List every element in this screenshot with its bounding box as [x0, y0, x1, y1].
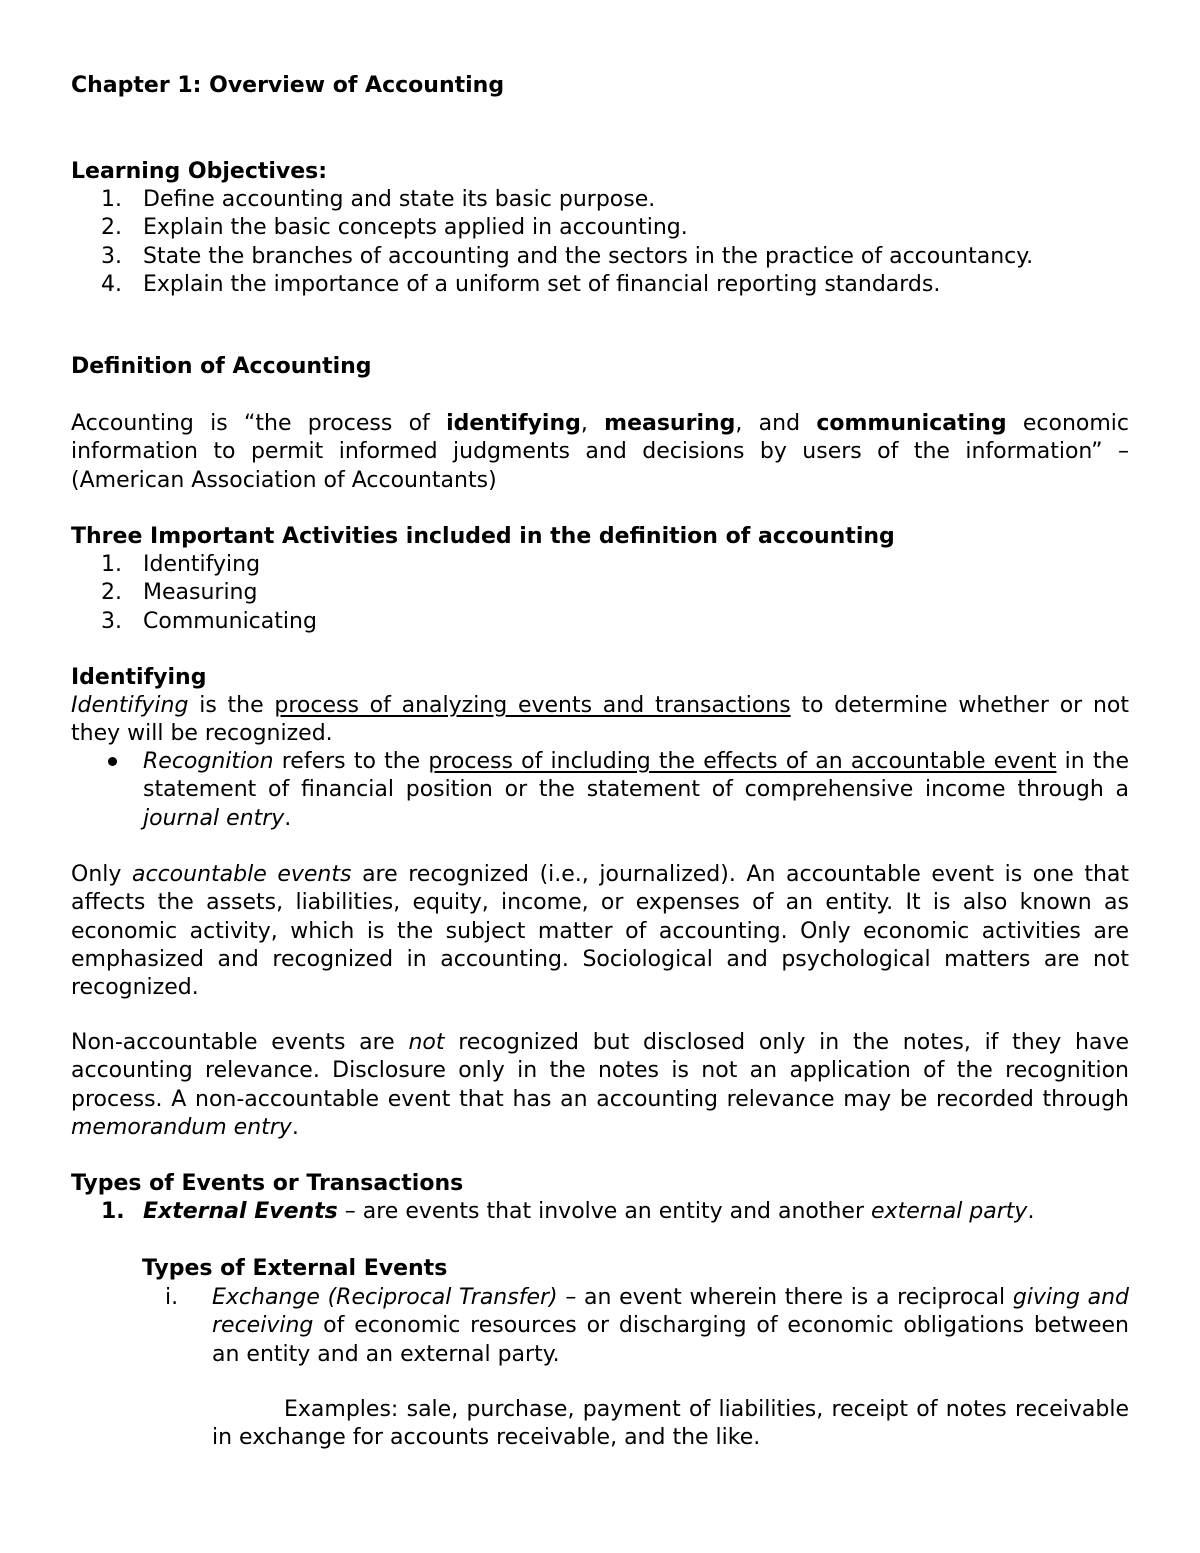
external-types-heading: Types of External Events — [142, 1256, 448, 1281]
list-item: 1. Define accounting and state its basic purpose. — [101, 187, 656, 212]
exchange-paragraph: Exchange (Reciprocal Transfer) – an event wherein there is a reciprocal giving and receiving of economic resources or discharging of economic obligations between an entity and an external party. — [212, 1285, 1130, 1367]
learning-objectives-list — [71, 186, 1129, 299]
roman-numeral: i. — [165, 1285, 179, 1310]
chapter-title: Chapter 1: Overview of Accounting — [71, 73, 505, 98]
identifying-heading: Identifying — [71, 665, 207, 690]
external-events-item: 1. External Events – are events that involve an entity and another external party. — [101, 1199, 1035, 1224]
list-item: 2. Explain the basic concepts applied in accounting. — [101, 215, 688, 241]
definition-paragraph: Accounting is “the process of identifying, measuring, and communicating economic information to permit informed judgments and decisions by users of the information” – (American Association of Accountants) — [71, 411, 1129, 493]
list-item: 3. State the branches of accounting and the sectors in the practice of accountancy. — [101, 243, 1034, 269]
list-item: 3. Communicating — [101, 608, 317, 634]
learning-objectives-heading: Learning Objectives: — [71, 159, 328, 184]
identifying-paragraph: Identifying is the process of analyzing events and transactions to determine whether or not they will be recognized. — [71, 693, 1129, 747]
definition-heading: Definition of Accounting — [71, 354, 372, 379]
types-heading: Types of Events or Transactions — [71, 1171, 464, 1196]
bullet-icon — [108, 757, 117, 766]
list-item: 2. Measuring — [101, 580, 258, 606]
activities-list — [71, 551, 1129, 636]
list-item: 1. Identifying — [101, 552, 261, 577]
recognition-bullet: Recognition refers to the process of including the effects of an accountable event in the statement of financial position or the statement of comprehensive income through a journal entry. — [143, 749, 1130, 831]
non-accountable-paragraph: Non-accountable events are not recognized but disclosed only in the notes, if they have accounting relevance. Disclosure only in the notes is not an application of the recognition process. A non-accountable event that has an accounting relevance may be recorded through memorandum entry. — [71, 1030, 1130, 1140]
examples-paragraph: Examples: sale, purchase, payment of liabilities, receipt of notes receivable in exchange for accounts receivable, and the like. — [212, 1397, 1129, 1451]
list-item: 4. Explain the importance of a uniform set of financial reporting standards. — [101, 271, 941, 297]
activities-heading: Three Important Activities included in the definition of accounting — [71, 524, 895, 549]
accountable-events-paragraph: Only accountable events are recognized (i.e., journalized). An accountable event is one that affects the assets, liabilities, equity, income, or expenses of an entity. It is also known as economic activity, which is the subject matter of accounting. Only economic activities are emphasized and recognized in accounting. Sociological and psychological matters are not recognized. — [71, 862, 1130, 1001]
